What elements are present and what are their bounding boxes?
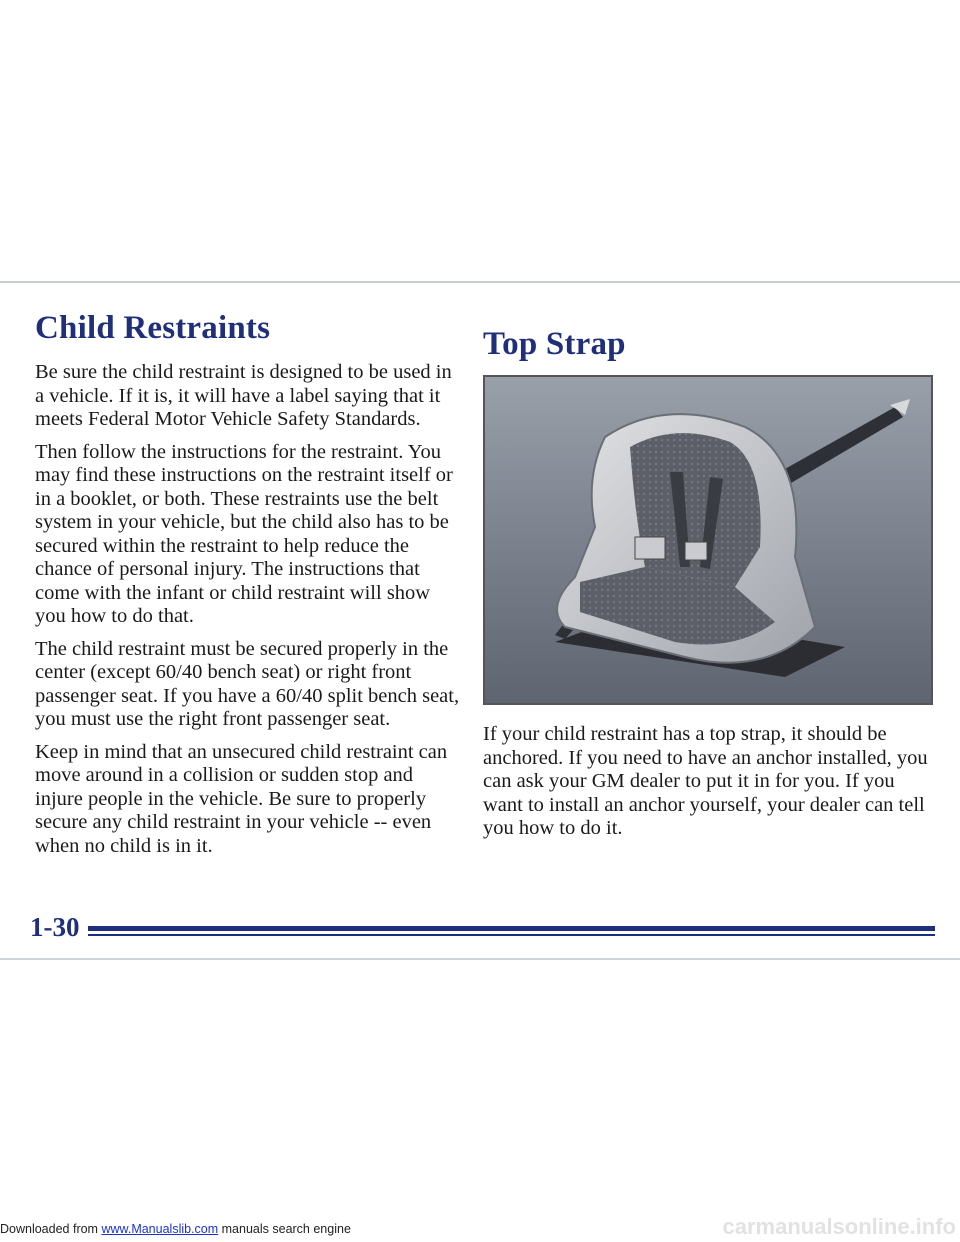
child-restraints-heading: Child Restraints (35, 310, 271, 346)
footer-rule (88, 926, 935, 931)
watermark: carmanualsonline.info (722, 1214, 956, 1239)
paragraph-1: Be sure the child restraint is designed to be used in a vehicle. If it is, it will have a label saying that it meets Federal Motor Vehicle Safety Standards. (35, 361, 452, 430)
paragraph-4: Keep in mind that an unsecured child restraint can move around in a collision or sudden stop and injure people in the vehicle. Be sure to properly secure any child restraint in your vehicle -- even when no child is in it. (35, 740, 448, 857)
manualslib-link[interactable]: www.Manualslib.com (101, 1222, 219, 1236)
top-strap-section (483, 326, 933, 850)
top-strap-heading: Top Strap (483, 326, 626, 362)
download-prefix: Downloaded from (0, 1222, 102, 1236)
bottom-divider (0, 958, 960, 960)
top-divider (0, 281, 960, 283)
paragraph-2: Then follow the instructions for the restraint. You may find these instructions on the restraint itself or in a booklet, or both. These restraints use the belt system in your vehicle, but the child also has to be secured within the restraint to help reduce the chance of personal injury. The instructions that come with the infant or child restraint will show you how to do that. (35, 440, 453, 627)
child-seat-illustration (483, 375, 933, 705)
child-restraints-section (35, 310, 465, 867)
footer-rule-thin (88, 934, 935, 936)
top-strap-paragraph: If your child restraint has a top strap, it should be anchored. If you need to have an anchor installed, you can ask your GM dealer to put it in for you. If you want to install an anchor yourself, your dealer can tell you how to do it. (483, 723, 928, 839)
child-seat-image (485, 377, 931, 703)
page-number: 1-30 (30, 912, 80, 942)
download-suffix: manuals search engine (218, 1222, 351, 1236)
page-footer (30, 912, 935, 952)
download-footer (0, 1222, 351, 1236)
paragraph-3: The child restraint must be secured properly in the center (except 60/40 bench seat) or right front passenger seat. If you have a 60/40 split bench seat, you must use the right front passenger seat. (35, 637, 460, 730)
